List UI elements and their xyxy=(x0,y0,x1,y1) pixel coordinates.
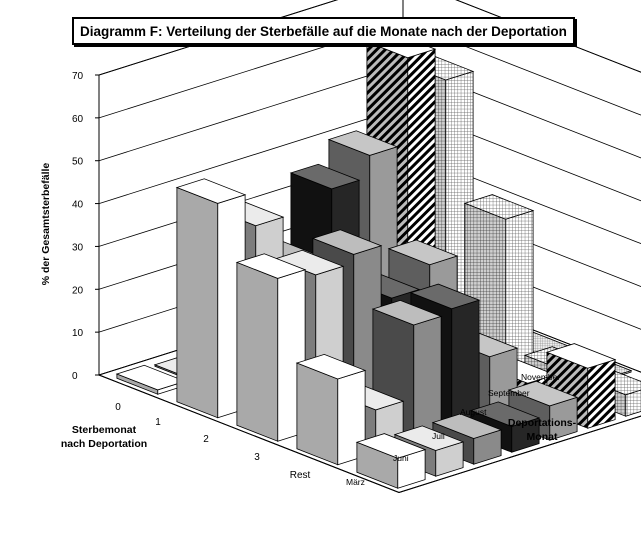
bar-side xyxy=(297,363,338,465)
y-tick-label: September xyxy=(488,388,530,398)
z-tick-label: 10 xyxy=(72,328,84,340)
bar-side xyxy=(177,188,218,418)
z-axis-title: % der Gesamtsterbefälle xyxy=(40,162,52,286)
z-tick-label: 30 xyxy=(72,242,84,254)
y-axis-title: Monat xyxy=(526,431,558,443)
z-tick-label: 0 xyxy=(72,371,78,382)
bar-0-2 xyxy=(237,254,305,441)
y-tick-label: November xyxy=(521,372,561,382)
y-tick-label: Juni xyxy=(393,453,409,463)
bar-side xyxy=(237,262,278,441)
z-tick-label: 60 xyxy=(72,113,84,125)
x-axis-title: nach Deportation xyxy=(60,438,148,450)
bar-0-1 xyxy=(177,179,245,418)
x-tick-label: 3 xyxy=(254,452,260,463)
y-tick-label: Juli xyxy=(432,431,445,441)
chart-title: Diagramm F: Verteilung der Sterbefälle auf die Monate nach der Deportation xyxy=(72,17,575,45)
z-tick-label: 40 xyxy=(72,199,84,211)
x-tick-label: 0 xyxy=(115,402,121,413)
bar-face xyxy=(588,360,615,429)
y-tick-label: August xyxy=(460,407,487,417)
x-tick-label: 2 xyxy=(203,434,209,445)
z-tick-label: 70 xyxy=(72,71,84,82)
y-tick-label: März xyxy=(346,477,365,487)
bar-0-3 xyxy=(297,354,365,464)
x-tick-label: Rest xyxy=(289,470,311,481)
z-tick-label: 50 xyxy=(72,156,84,168)
x-axis-title: Sterbemonat xyxy=(71,424,137,436)
z-tick-label: 20 xyxy=(72,285,84,297)
x-tick-label: 1 xyxy=(155,417,161,428)
y-axis-title: Deportations- xyxy=(507,417,577,429)
